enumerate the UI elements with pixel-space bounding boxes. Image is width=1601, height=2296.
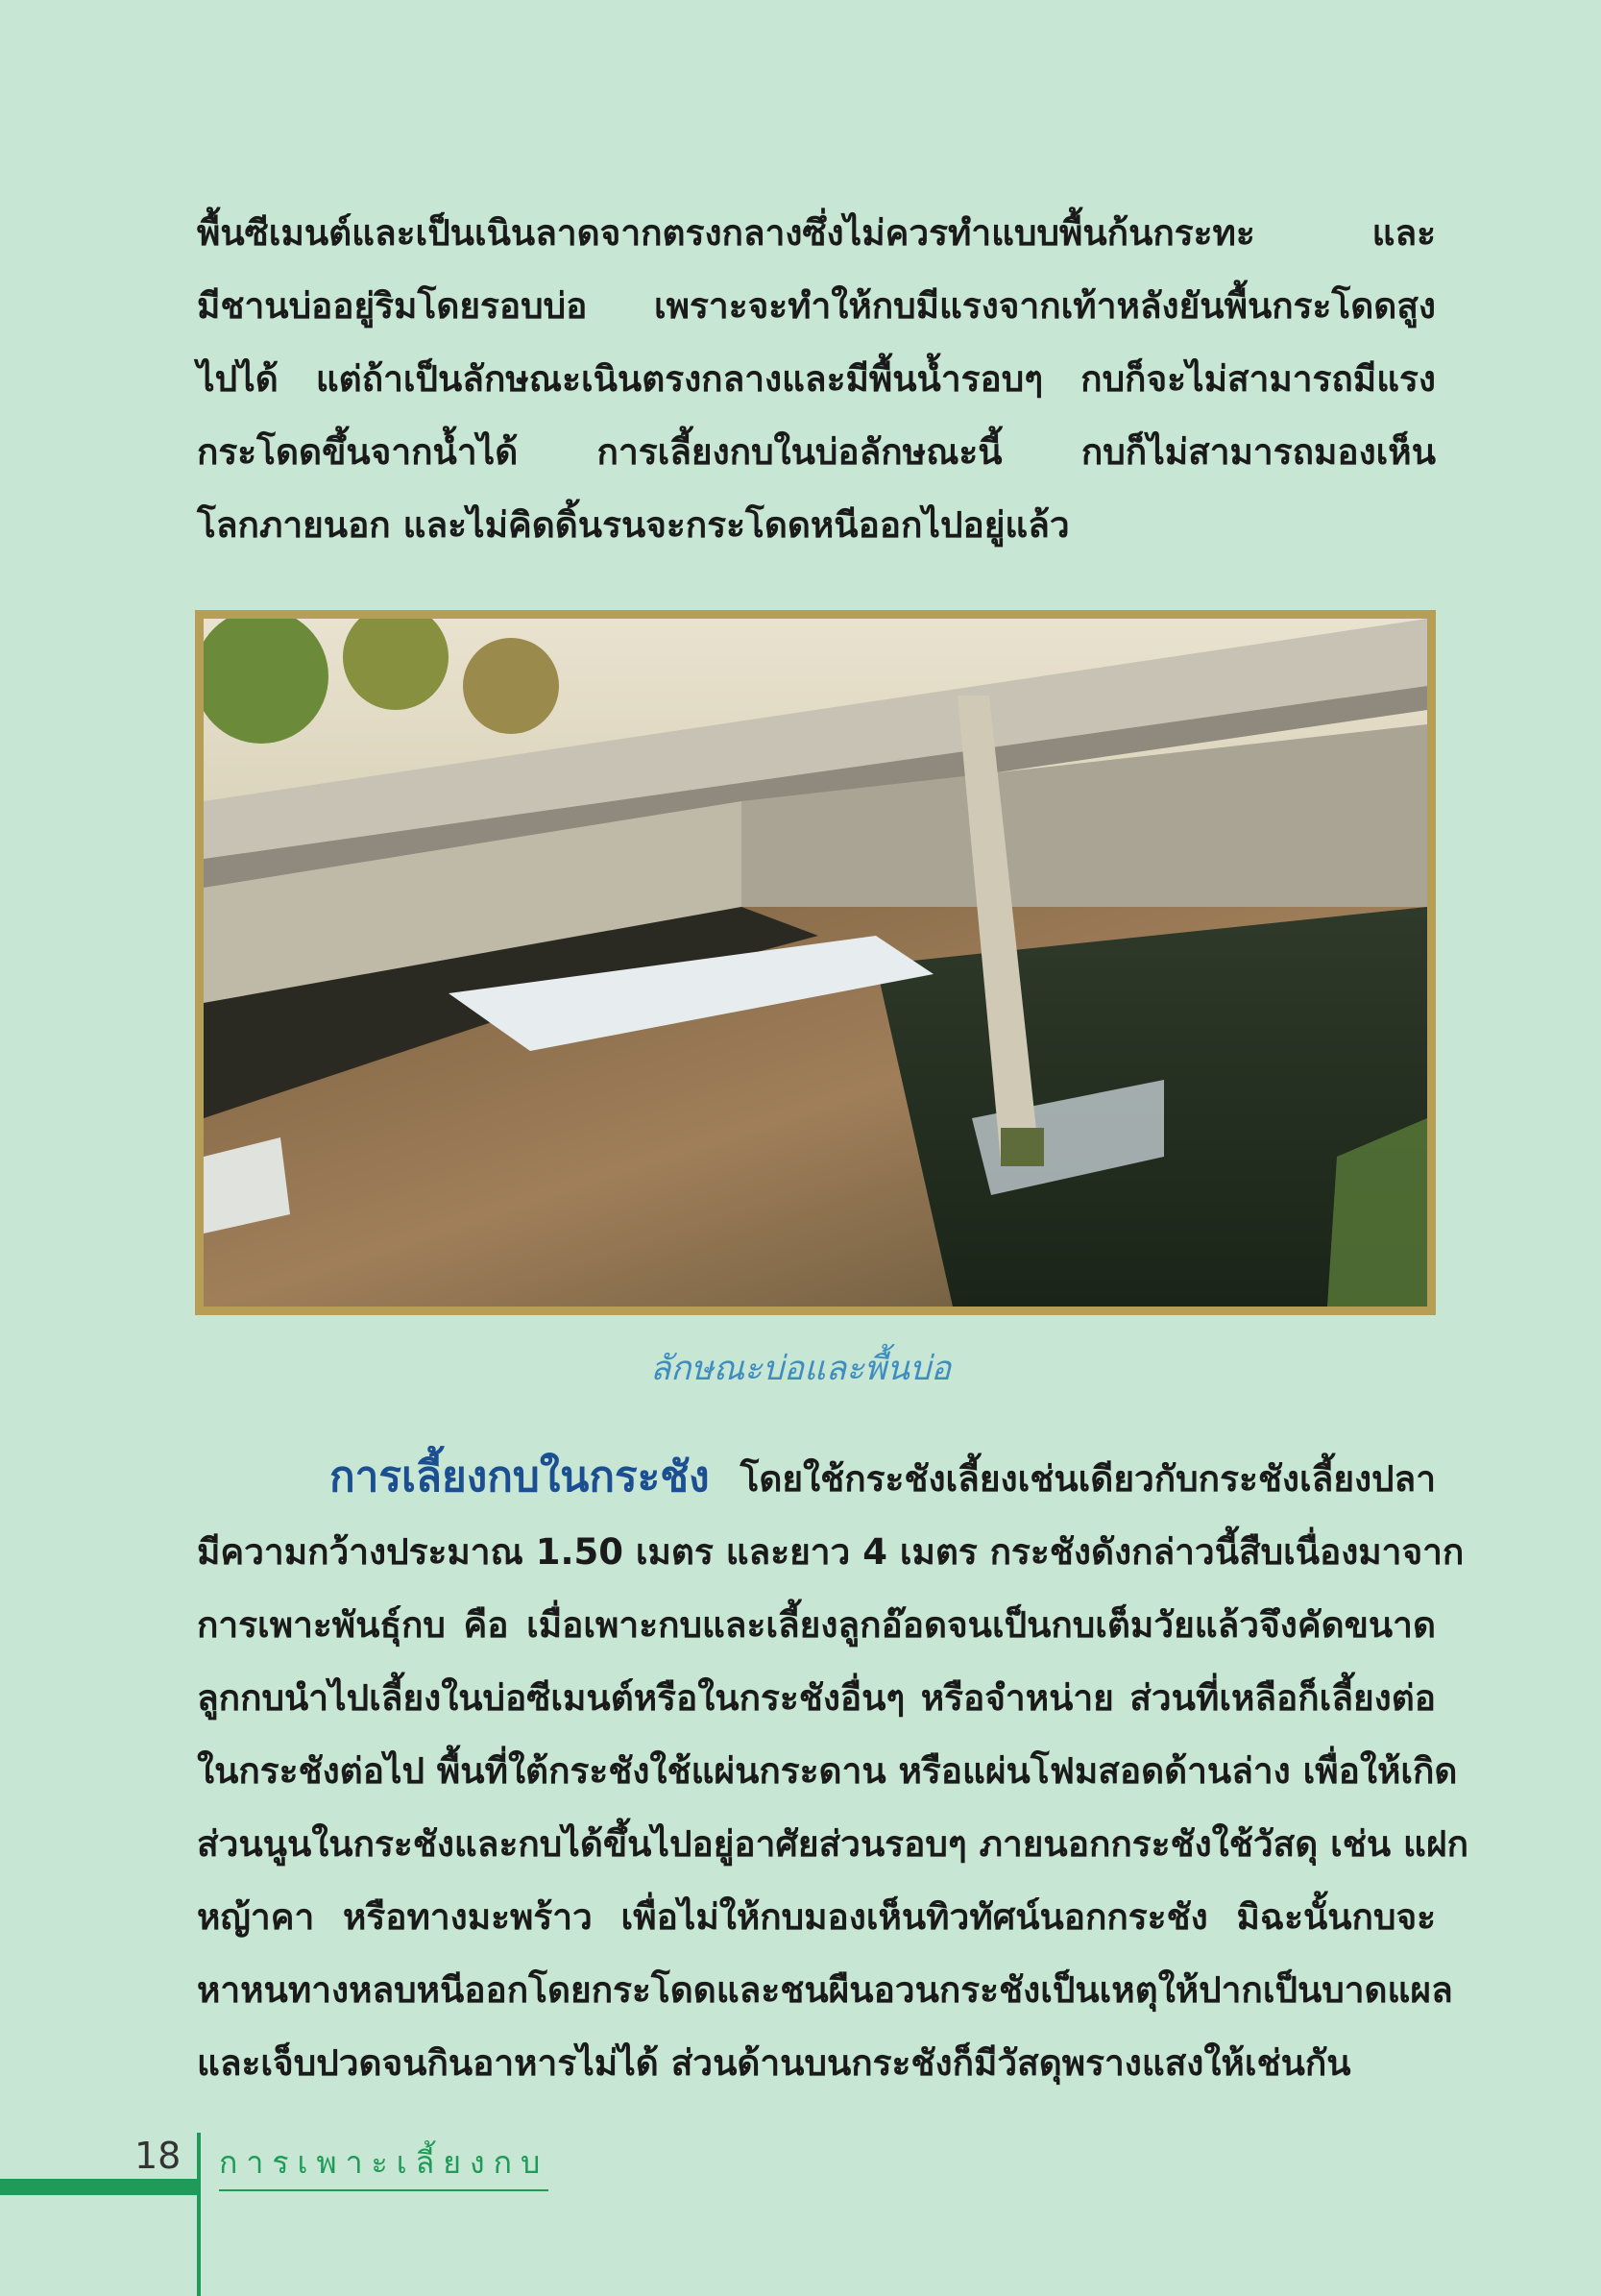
text-line: ไปได้ แต่ถ้าเป็นลักษณะเนินตรงกลางและมีพื้นน้ำรอบๆ กบก็จะไม่สามารถมีแรง [197, 358, 1436, 400]
paragraph-cage-raising [197, 1441, 1468, 2100]
photo-caption: ลักษณะบ่อและพื้นบ่อ [649, 1350, 952, 1388]
text-line: หญ้าคา หรือทางมะพร้าว เพื่อไม่ให้กบมองเห็นทิวทัศน์นอกกระชัง มิฉะนั้นกบจะ [197, 1896, 1436, 1938]
section-heading: การเลี้ยงกบในกระชัง [329, 1453, 710, 1502]
paragraph-pond-floor [197, 197, 1436, 562]
page-number: 18 [134, 2135, 182, 2177]
text-line: พื้นซีเมนต์และเป็นเนินลาดจากตรงกลางซึ่งไม่ควรทำแบบพื้นก้นกระทะ และ [197, 212, 1436, 254]
text-line: ในกระชังต่อไป พื้นที่ใต้กระชังใช้แผ่นกระดาน หรือแผ่นโฟมสอดด้านล่าง เพื่อให้เกิด [197, 1750, 1458, 1792]
text-line: ส่วนนูนในกระชังและกบได้ขึ้นไปอยู่อาศัยส่วนรอบๆ ภายนอกกระชังใช้วัสดุ เช่น แฝก [197, 1823, 1468, 1865]
text-line [197, 1441, 1436, 1516]
text-line: การเพาะพันธุ์กบ คือ เมื่อเพาะกบและเลี้ยงลูกอ๊อดจนเป็นกบเต็มวัยแล้วจึงคัดขนาด [197, 1604, 1436, 1646]
pond-photo-image [204, 619, 1427, 1307]
text-line: กระโดดขึ้นจากน้ำได้ การเลี้ยงกบในบ่อลักษณะนี้ กบก็ไม่สามารถมองเห็น [197, 431, 1436, 473]
text-line: หาหนทางหลบหนีออกโดยกระโดดและชนผืนอวนกระชังเป็นเหตุให้ปากเป็นบาดแผล [197, 1969, 1453, 2011]
running-title: การเพาะเลี้ยงกบ [219, 2138, 548, 2191]
text-line-rest: โดยใช้กระชังเลี้ยงเช่นเดียวกับกระชังเลี้ยงปลา [709, 1458, 1436, 1500]
footer-accent-bar [0, 2179, 197, 2195]
text-line: ลูกกบนำไปเลี้ยงในบ่อซีเมนต์หรือในกระชังอื่นๆ หรือจำหน่าย ส่วนที่เหลือก็เลี้ยงต่อ [197, 1677, 1436, 1719]
footer-divider [197, 2133, 201, 2296]
text-line: มีความกว้างประมาณ 1.50 เมตร และยาว 4 เมตร กระชังดังกล่าวนี้สืบเนื่องมาจาก [197, 1531, 1465, 1573]
pond-photo [195, 610, 1436, 1315]
text-line: โลกภายนอก และไม่คิดดิ้นรนจะกระโดดหนีออกไปอยู่แล้ว [197, 504, 1070, 546]
text-line: มีชานบ่ออยู่ริมโดยรอบบ่อ เพราะจะทำให้กบมีแรงจากเท้าหลังยันพื้นกระโดดสูง [197, 285, 1436, 327]
text-line: และเจ็บปวดจนกินอาหารไม่ได้ ส่วนด้านบนกระชังก็มีวัสดุพรางแสงให้เช่นกัน [197, 2042, 1351, 2084]
